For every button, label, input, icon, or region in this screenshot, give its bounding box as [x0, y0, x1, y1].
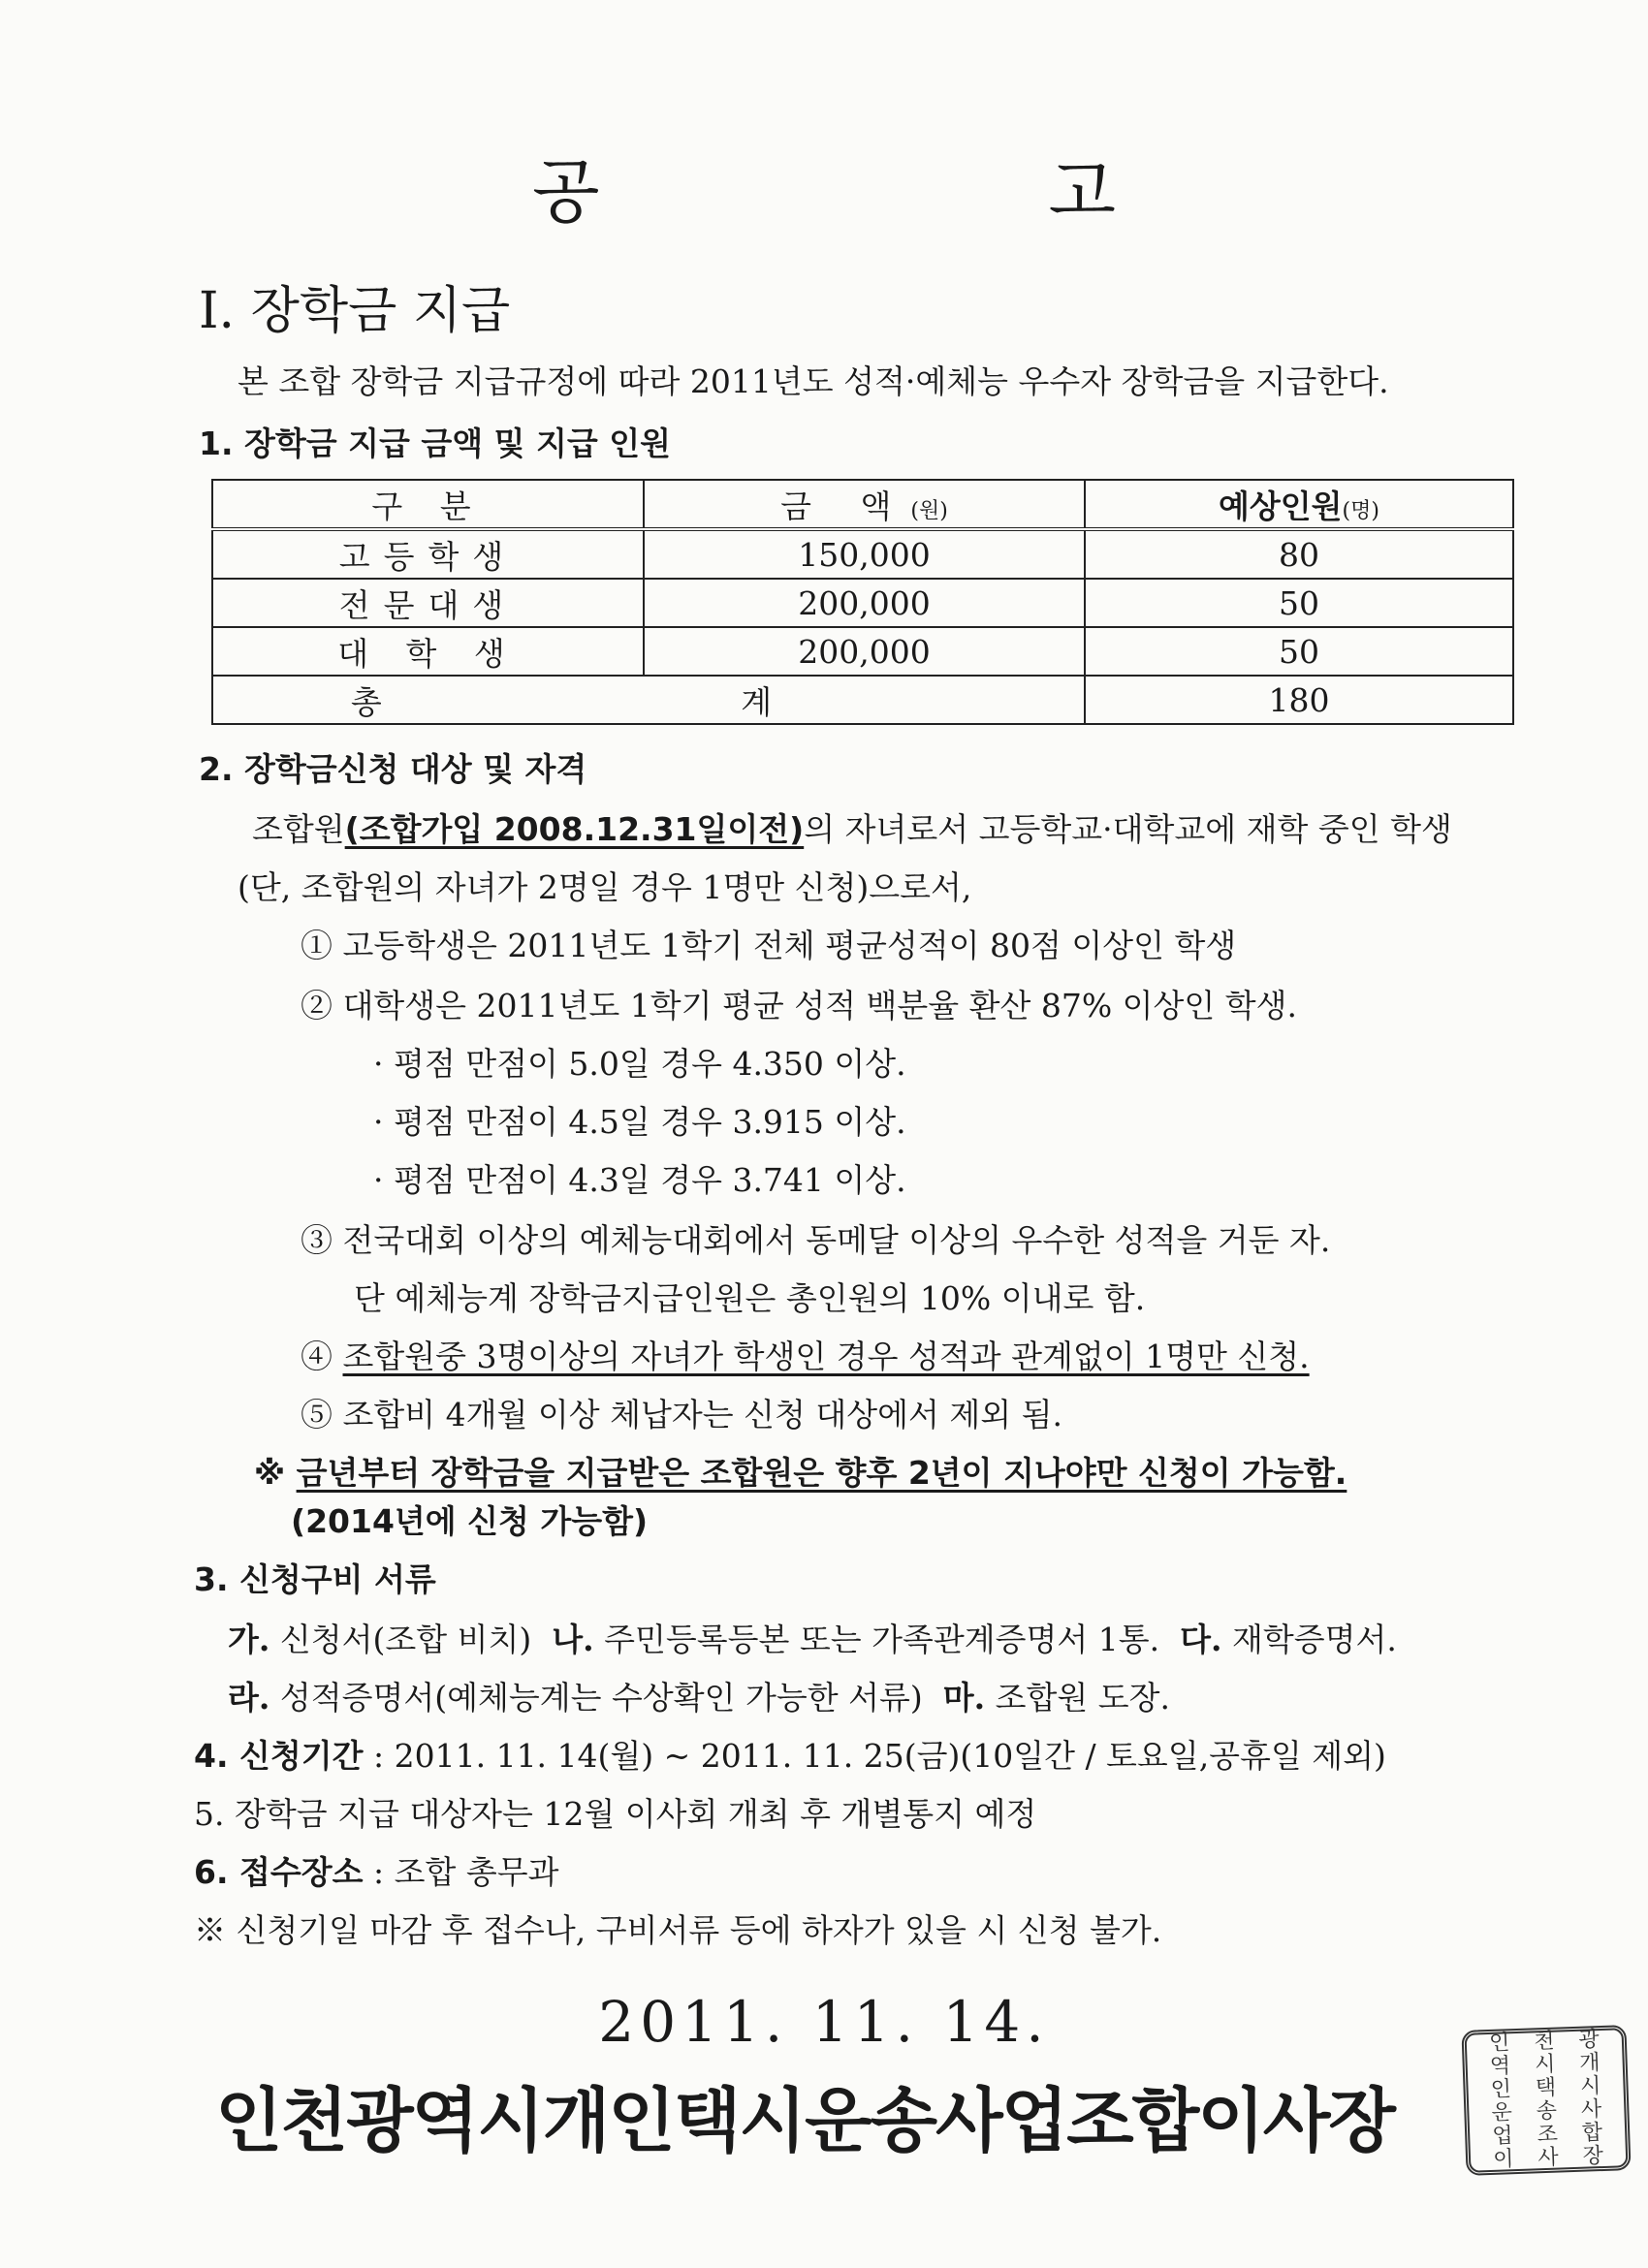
gpa-rule-2: · 평점 만점이 4.5일 경우 3.915 이상. — [373, 1103, 906, 1141]
documents-line-1 — [228, 1615, 1397, 1660]
row-amount: 150,000 — [644, 529, 1085, 579]
row-count: 50 — [1085, 579, 1513, 627]
seal-glyph: 시 — [1579, 2074, 1601, 2099]
criteria-item-3-note: 단 예체능계 장학금지급인원은 총인원의 10% 이내로 함. — [354, 1279, 1146, 1317]
criteria-item-1: ① 고등학생은 2011년도 1학기 전체 평균성적이 80점 이상인 학생 — [301, 927, 1237, 964]
doc-na-mark: 나. — [552, 1621, 594, 1658]
s4-text: : 2011. 11. 14(월) ~ 2011. 11. 25(금)(10일간 / 토요일,공휴일 제외) — [373, 1737, 1386, 1775]
row-label: 고등학생 — [212, 529, 644, 579]
doc-na: 주민등록등본 또는 가족관계증명서 1통. — [604, 1621, 1160, 1658]
seal-glyph: 개 — [1578, 2051, 1600, 2076]
s2-line1-post: 의 자녀로서 고등학교·대학교에 재학 중인 학생 — [804, 810, 1452, 848]
doc-ra: 성적증명서(예체능계는 수상확인 가능한 서류) — [279, 1679, 923, 1717]
criteria-item-2: ② 대학생은 2011년도 1학기 평균 성적 백분율 환산 87% 이상인 학생. — [301, 987, 1298, 1024]
s2-line1-pre: 조합원 — [252, 810, 345, 848]
documents-line-2 — [228, 1673, 1170, 1718]
issue-date: 2011. 11. 14. — [598, 1989, 1050, 2055]
s6-text: : 조합 총무과 — [373, 1853, 559, 1891]
row-count: 50 — [1085, 627, 1513, 676]
seal-glyph: 장 — [1582, 2143, 1604, 2169]
criteria-item-4 — [301, 1332, 1310, 1377]
s1-heading: 1. 장학금 지급 금액 및 지급 인원 — [199, 425, 671, 462]
scholarship-amount-table — [211, 479, 1514, 725]
application-period — [194, 1731, 1386, 1777]
notice-text-2: (2014년에 신청 가능함) — [291, 1502, 649, 1540]
total-count: 180 — [1085, 676, 1513, 724]
seal-glyph: 천 — [1533, 2029, 1555, 2055]
doc-ra-mark: 라. — [228, 1679, 270, 1717]
seal-glyph: 조 — [1537, 2122, 1559, 2148]
s3-heading: 3. 신청구비 서류 — [194, 1560, 436, 1598]
seal-glyph: 합 — [1581, 2121, 1603, 2146]
intro-paragraph: 본 조합 장학금 지급규정에 따라 2011년도 성적·예체능 우수자 장학금을 지급한다. — [238, 362, 1389, 400]
footnote: ※ 신청기일 마감 후 접수나, 구비서류 등에 하자가 있을 시 신청 불가. — [194, 1911, 1162, 1949]
header-count — [1085, 480, 1513, 529]
notice-text: 금년부터 장학금을 지급받은 조합원은 향후 2년이 지나야만 신청이 가능함. — [296, 1454, 1347, 1492]
section-title: I. 장학금 지급 — [199, 282, 511, 340]
row-count: 80 — [1085, 529, 1513, 579]
header-amount — [644, 480, 1085, 529]
doc-ga-mark: 가. — [228, 1621, 270, 1658]
gpa-rule-1: · 평점 만점이 5.0일 경우 4.350 이상. — [373, 1045, 906, 1083]
s2-line2: (단, 조합원의 자녀가 2명일 경우 1명만 신청)으로서, — [238, 868, 972, 906]
doc-ga: 신청서(조합 비치) — [279, 1621, 532, 1658]
signature-line: 인천광역시개인택시운송사업조합이사장 — [215, 2080, 1394, 2161]
table-row — [212, 627, 1513, 676]
header-amount-unit: (원) — [910, 498, 948, 523]
seal-glyph: 시 — [1534, 2052, 1556, 2078]
seal-glyph: 인 — [1490, 2077, 1512, 2102]
s4-heading: 4. 신청기간 — [194, 1737, 364, 1775]
seal-glyph: 인 — [1488, 2031, 1510, 2057]
notice-mark: ※ — [254, 1454, 286, 1492]
reception-place — [194, 1847, 559, 1893]
seal-glyph: 광 — [1577, 2028, 1600, 2053]
table-total-row — [212, 676, 1513, 724]
notice-line — [254, 1448, 1347, 1494]
header-count-unit: (명) — [1342, 498, 1379, 523]
seal-glyph: 역 — [1489, 2054, 1511, 2079]
membership-cutoff: (조합가입 2008.12.31일이전) — [344, 810, 805, 848]
row-label: 대 학 생 — [212, 627, 644, 676]
doc-da: 재학증명서. — [1232, 1621, 1397, 1658]
seal-glyph: 이 — [1492, 2147, 1514, 2172]
s6-heading: 6. 접수장소 — [194, 1853, 364, 1891]
seal-glyph: 택 — [1535, 2075, 1557, 2101]
document-title: 공 고 — [532, 151, 1329, 233]
criteria-item-4-text: 조합원중 3명이상의 자녀가 학생인 경우 성적과 관계없이 1명만 신청. — [342, 1338, 1310, 1375]
doc-da-mark: 다. — [1180, 1621, 1222, 1658]
seal-glyph: 사 — [1537, 2145, 1560, 2171]
criteria-item-5: ⑤ 조합비 4개월 이상 체납자는 신청 대상에서 제외 됨. — [301, 1396, 1062, 1433]
notification-line: 5. 장학금 지급 대상자는 12월 이사회 개최 후 개별통지 예정 — [194, 1795, 1037, 1833]
gpa-rule-3: · 평점 만점이 4.3일 경우 3.741 이상. — [373, 1161, 906, 1199]
table-row — [212, 579, 1513, 627]
table-row — [212, 529, 1513, 579]
official-seal — [1461, 2025, 1631, 2176]
row-amount: 200,000 — [644, 627, 1085, 676]
seal-glyph: 운 — [1491, 2100, 1513, 2126]
table-header-row — [212, 480, 1513, 529]
doc-ma: 조합원 도장. — [995, 1679, 1171, 1717]
seal-glyph: 사 — [1580, 2097, 1602, 2123]
s2-heading: 2. 장학금신청 대상 및 자격 — [199, 750, 587, 788]
seal-glyph: 송 — [1536, 2098, 1558, 2125]
row-label: 전문대생 — [212, 579, 644, 627]
header-count-label: 예상인원 — [1219, 487, 1343, 525]
doc-ma-mark: 마. — [942, 1679, 986, 1717]
seal-glyph: 업 — [1492, 2124, 1514, 2149]
criteria-item-3: ③ 전국대회 이상의 예체능대회에서 동메달 이상의 우수한 성적을 거둔 자. — [301, 1221, 1331, 1259]
criteria-item-4-num: ④ — [301, 1338, 333, 1375]
row-amount: 200,000 — [644, 579, 1085, 627]
total-label: 총 계 — [212, 676, 1085, 724]
header-category: 구 분 — [212, 480, 644, 529]
s2-line1 — [252, 804, 1452, 850]
header-amount-label: 금 액 — [780, 487, 911, 525]
